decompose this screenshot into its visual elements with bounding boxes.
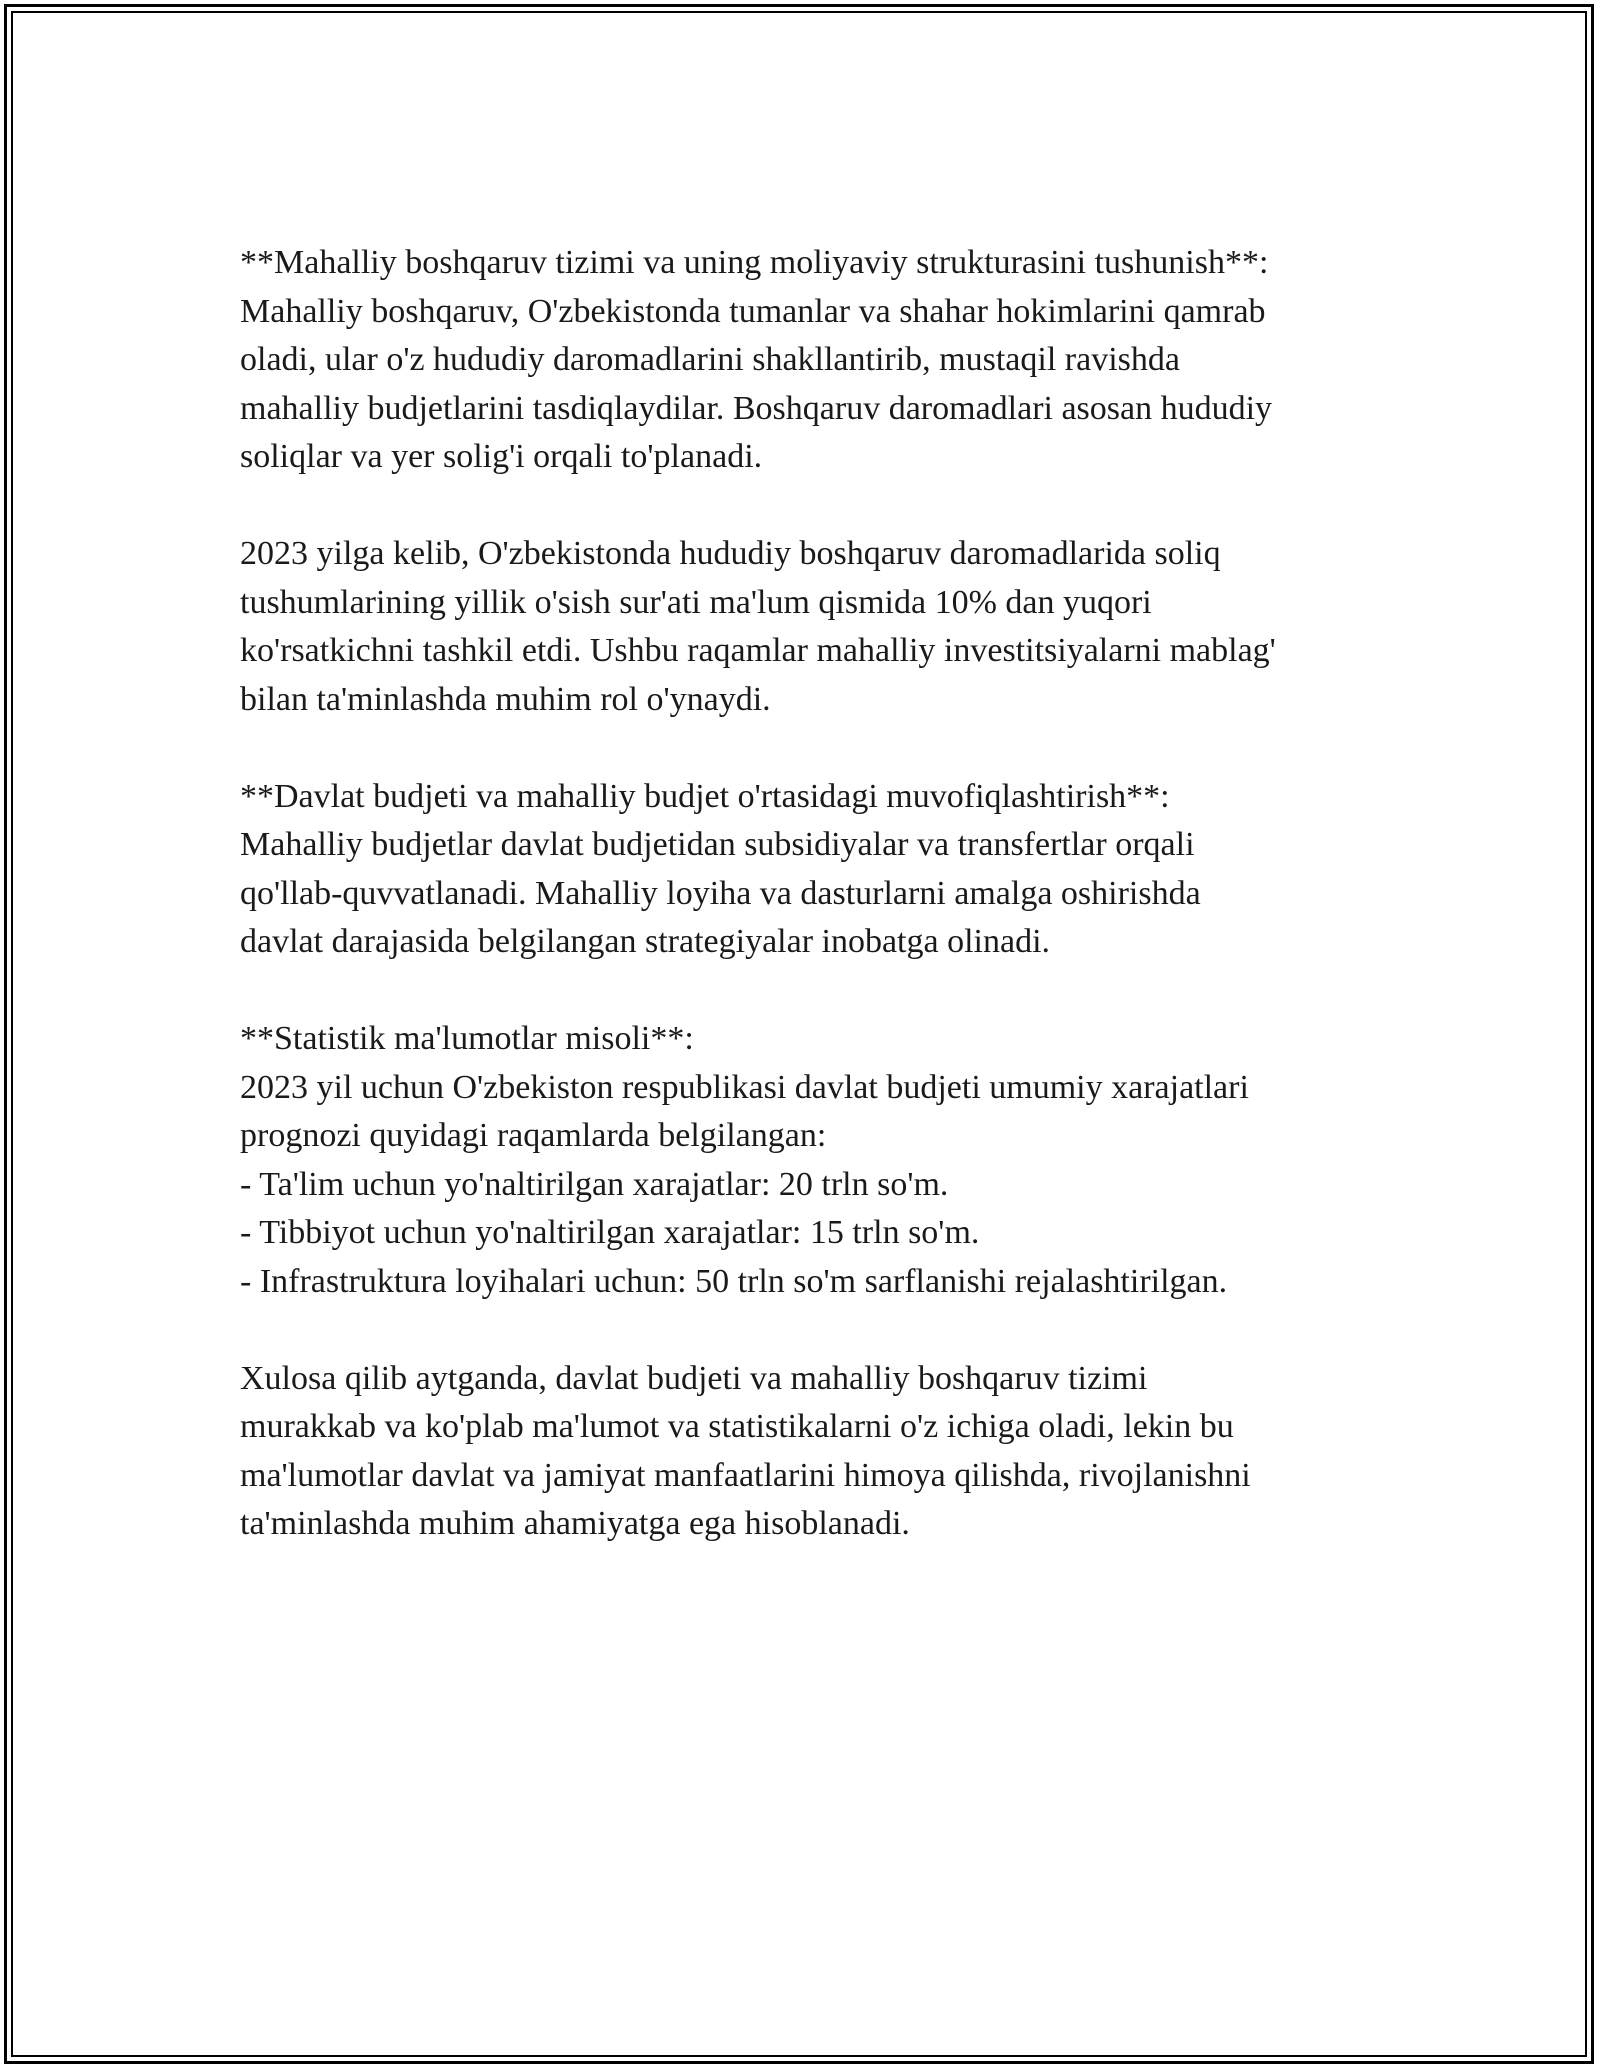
text-line: - Ta'lim uchun yo'naltirilgan xarajatlar: 20 trln so'm.	[240, 1165, 949, 1203]
text-line: qo'llab-quvvatlanadi. Mahalliy loyiha va dasturlarni amalga oshirishda	[240, 874, 1201, 912]
document-body	[240, 239, 1420, 1597]
text-line: **Mahalliy boshqaruv tizimi va uning moliyaviy strukturasini tushunish**:	[240, 244, 1269, 281]
text-line: bilan ta'minlashda muhim rol o'ynaydi.	[240, 680, 771, 718]
paragraph-local-governance	[240, 239, 1420, 482]
text-line: mahalliy budjetlarini tasdiqlaydilar. Boshqaruv daromadlari asosan hududiy	[240, 389, 1273, 427]
paragraph-tax-growth	[240, 530, 1420, 724]
text-line: tushumlarining yillik o'sish sur'ati ma'lum qismida 10% dan yuqori	[240, 583, 1152, 621]
text-line: Mahalliy boshqaruv, O'zbekistonda tumanlar va shahar hokimlarini qamrab	[240, 292, 1266, 330]
text-line: - Infrastruktura loyihalari uchun: 50 trln so'm sarflanishi rejalashtirilgan.	[240, 1262, 1228, 1300]
text-line: 2023 yil uchun O'zbekiston respublikasi davlat budjeti umumiy xarajatlari	[240, 1068, 1249, 1106]
page-frame	[4, 4, 1594, 2064]
paragraph-statistics	[240, 1015, 1420, 1306]
text-line: Mahalliy budjetlar davlat budjetidan subsidiyalar va transfertlar orqali	[240, 826, 1195, 863]
text-line: 2023 yilga kelib, O'zbekistonda hududiy boshqaruv daromadlarida soliq	[240, 535, 1221, 572]
text-line: ma'lumotlar davlat va jamiyat manfaatlarini himoya qilishda, rivojlanishni	[240, 1456, 1251, 1494]
text-line: - Tibbiyot uchun yo'naltirilgan xarajatlar: 15 trln so'm.	[240, 1214, 980, 1251]
text-line: Xulosa qilib aytganda, davlat budjeti va mahalliy boshqaruv tizimi	[240, 1359, 1148, 1397]
text-line: oladi, ular o'z hududiy daromadlarini shakllantirib, mustaqil ravishda	[240, 341, 1180, 378]
text-line: ko'rsatkichni tashkil etdi. Ushbu raqamlar mahalliy investitsiyalarni mablag'	[240, 632, 1276, 669]
text-line: soliqlar va yer solig'i orqali to'planadi.	[240, 438, 763, 475]
text-line: prognozi quyidagi raqamlarda belgilangan:	[240, 1117, 827, 1154]
text-line: ta'minlashda muhim ahamiyatga ega hisoblanadi.	[240, 1505, 910, 1542]
text-line: davlat darajasida belgilangan strategiyalar inobatga olinadi.	[240, 923, 1051, 960]
text-line: **Davlat budjeti va mahalliy budjet o'rtasidagi muvofiqlashtirish**:	[240, 777, 1170, 815]
paragraph-conclusion	[240, 1355, 1420, 1549]
text-line: murakkab va ko'plab ma'lumot va statistikalarni o'z ichiga oladi, lekin bu	[240, 1408, 1234, 1445]
text-line: **Statistik ma'lumotlar misoli**:	[240, 1020, 694, 1057]
paragraph-budget-coordination	[240, 773, 1420, 967]
